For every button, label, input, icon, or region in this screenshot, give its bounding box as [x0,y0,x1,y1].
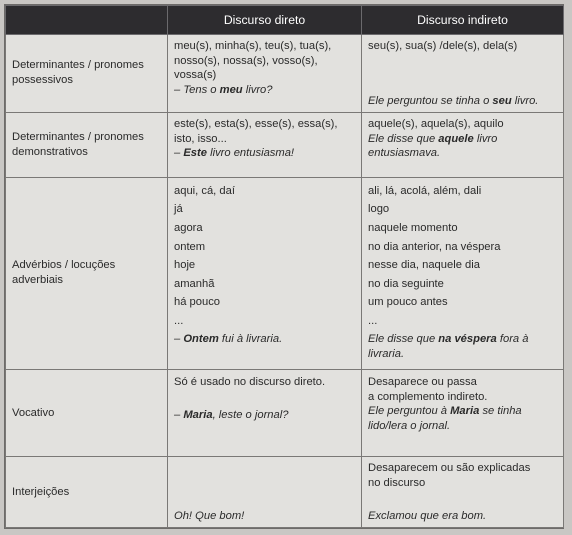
direct-line: meu(s), minha(s), teu(s), tua(s), [174,40,332,52]
category-line: Interjeições [12,485,70,498]
direct-line: vossa(s) [174,69,217,82]
direct-line: nosso(s), nossa(s), vosso(s), [174,54,318,67]
direct-line: ontem [174,240,206,253]
category-line: possessivos [12,74,73,87]
indirect-cell [362,370,564,457]
direct-line: hoje [174,259,196,272]
category-line: adverbiais [12,274,63,287]
direct-cell [168,177,362,369]
indirect-line: Desaparecem ou são explicadas [368,462,531,475]
category-cell [6,35,168,113]
indirect-line: seu(s), sua(s) /dele(s), dela(s) [368,40,518,52]
indirect-example: Ele disse que aquele livro entusiasmava. [368,132,498,160]
category-line: Determinantes / pronomes [12,59,144,72]
indirect-line: ... [368,314,378,327]
indirect-example: Ele perguntou à Maria se tinha lido/lera o jornal. [368,405,522,432]
indirect-line: naquele momento [368,221,458,234]
header-direct-speech: Discurso direto [168,6,362,35]
indirect-example: Ele perguntou se tinha o seu livro. [368,95,539,108]
indirect-line: no dia seguinte [368,277,444,290]
direct-cell [168,457,362,528]
direct-line: agora [174,221,203,234]
indirect-cell [362,457,564,528]
indirect-line: um pouco antes [368,296,448,309]
indirect-line: Desaparece ou passa [368,376,477,389]
direct-example: Oh! Que bom! [174,510,245,523]
direct-example: – Tens o meu livro? [174,83,273,96]
indirect-line: nesse dia, naquele dia [368,259,480,272]
indirect-cell [362,112,564,177]
direct-line: há pouco [174,296,221,309]
direct-line: isto, isso... [174,132,227,145]
indirect-example: Exclamou que era bom. [368,510,487,523]
table-row [6,177,564,369]
indirect-line: aquele(s), aquela(s), aquilo [368,117,504,130]
indirect-line: no discurso [368,476,426,489]
table-row [6,370,564,457]
category-cell [6,177,168,369]
indirect-line: no dia anterior, na véspera [368,240,501,253]
direct-example: – Este livro entusiasma! [174,147,295,160]
category-line: Vocativo [12,406,55,419]
direct-line: este(s), esta(s), esse(s), essa(s), [174,117,338,130]
table-row [6,112,564,177]
direct-example: – Maria, leste o jornal? [174,408,289,421]
direct-line: ... [174,314,184,327]
category-line: Determinantes / pronomes [12,130,144,143]
direct-line: já [174,203,183,216]
header-empty-cell [6,6,168,35]
category-line: demonstrativos [12,145,88,158]
category-cell [6,457,168,528]
indirect-example: Ele disse que na véspera fora à livraria. [368,333,529,361]
grammar-table-page [4,4,564,529]
direct-example: – Ontem fui à livraria. [174,333,283,346]
indirect-cell [362,177,564,369]
direct-cell [168,112,362,177]
direct-cell [168,35,362,113]
table-row [6,35,564,113]
category-line: Advérbios / locuções [12,259,116,272]
indirect-cell [362,35,564,113]
direct-line: Só é usado no discurso direto. [174,376,326,389]
table-header-row [6,6,564,35]
table-row [6,457,564,528]
direct-cell [168,370,362,457]
indirect-line: ali, lá, acolá, além, dali [368,184,482,197]
indirect-line: logo [368,203,390,216]
category-cell [6,112,168,177]
direct-line: aqui, cá, daí [174,184,235,197]
indirect-line: a complemento indireto. [368,390,488,403]
direct-indirect-speech-table [5,5,564,528]
category-cell [6,370,168,457]
direct-line: amanhã [174,277,215,290]
header-indirect-speech: Discurso indireto [362,6,564,35]
